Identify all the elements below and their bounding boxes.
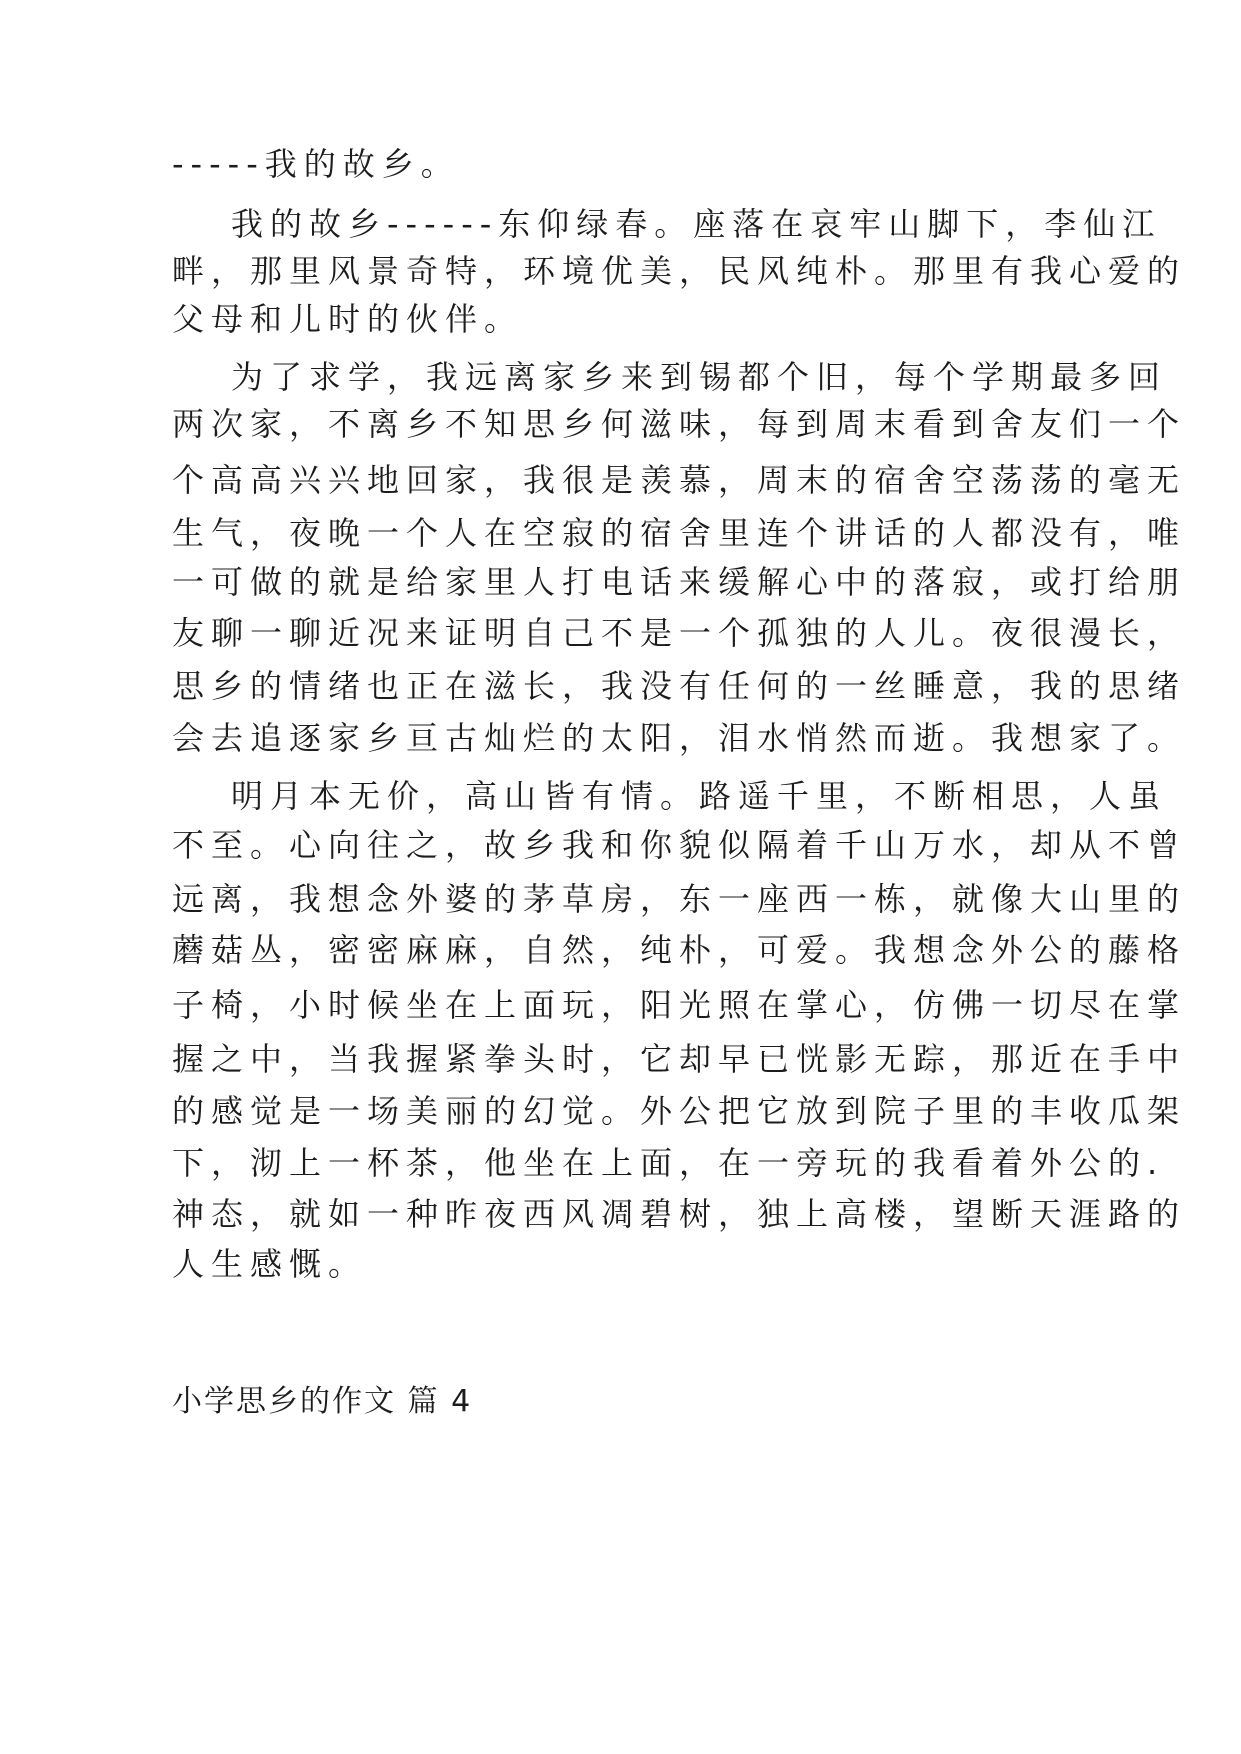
- text-line: 两次家，不离乡不知思乡何滋味，每到周末看到舍友们一个: [172, 405, 1187, 443]
- text-line: 思乡的情绪也正在滋长，我没有任何的一丝睡意，我的思绪: [172, 667, 1187, 705]
- text-line: 友聊一聊近况来证明自己不是一个孤独的人儿。夜很漫长，: [172, 614, 1187, 652]
- text-line: 不至。心向往之，故乡我和你貌似隔着千山万水，却从不曾: [172, 826, 1187, 864]
- text-line: 神态，就如一种昨夜西风凋碧树，独上高楼，望断天涯路的: [172, 1195, 1187, 1233]
- text-line: 蘑菇丛，密密麻麻，自然，纯朴，可爱。我想念外公的藤格: [172, 931, 1187, 969]
- section-heading: 小学思乡的作文 篇 4: [172, 1384, 473, 1419]
- text-line: 一可做的就是给家里人打电话来缓解心中的落寂，或打给朋: [172, 563, 1187, 601]
- text-line: 会去追逐家乡亘古灿烂的太阳，泪水悄然而逝。我想家了。: [172, 719, 1187, 757]
- text-line: 父母和儿时的伙伴。: [172, 300, 524, 338]
- text-line: 子椅，小时候坐在上面玩，阳光照在掌心，仿佛一切尽在掌: [172, 986, 1187, 1024]
- text-line: 为了求学，我远离家乡来到锡都个旧，每个学期最多回: [231, 358, 1168, 396]
- text-line: 个高高兴兴地回家，我很是羡慕，周末的宿舍空荡荡的毫无: [172, 461, 1187, 499]
- text-line: 生气，夜晚一个人在空寂的宿舍里连个讲话的人都没有，唯: [172, 514, 1187, 552]
- text-line: 的感觉是一场美丽的幻觉。外公把它放到院子里的丰收瓜架: [172, 1092, 1187, 1130]
- text-line: 明月本无价，高山皆有情。路遥千里，不断相思，人虽: [231, 777, 1168, 815]
- text-line: 下，沏上一杯茶，他坐在上面，在一旁玩的我看着外公的.: [172, 1144, 1165, 1182]
- text-line: -----我的故乡。: [172, 145, 460, 183]
- text-line: 握之中，当我握紧拳头时，它却早已恍影无踪，那近在手中: [172, 1040, 1187, 1078]
- text-line: 远离，我想念外婆的茅草房，东一座西一栋，就像大山里的: [172, 880, 1187, 918]
- text-line: 畔，那里风景奇特，环境优美，民风纯朴。那里有我心爱的: [172, 252, 1187, 290]
- text-line: 我的故乡------东仰绿春。座落在哀牢山脚下，李仙江: [231, 205, 1162, 243]
- text-line: 人生感慨。: [172, 1245, 368, 1283]
